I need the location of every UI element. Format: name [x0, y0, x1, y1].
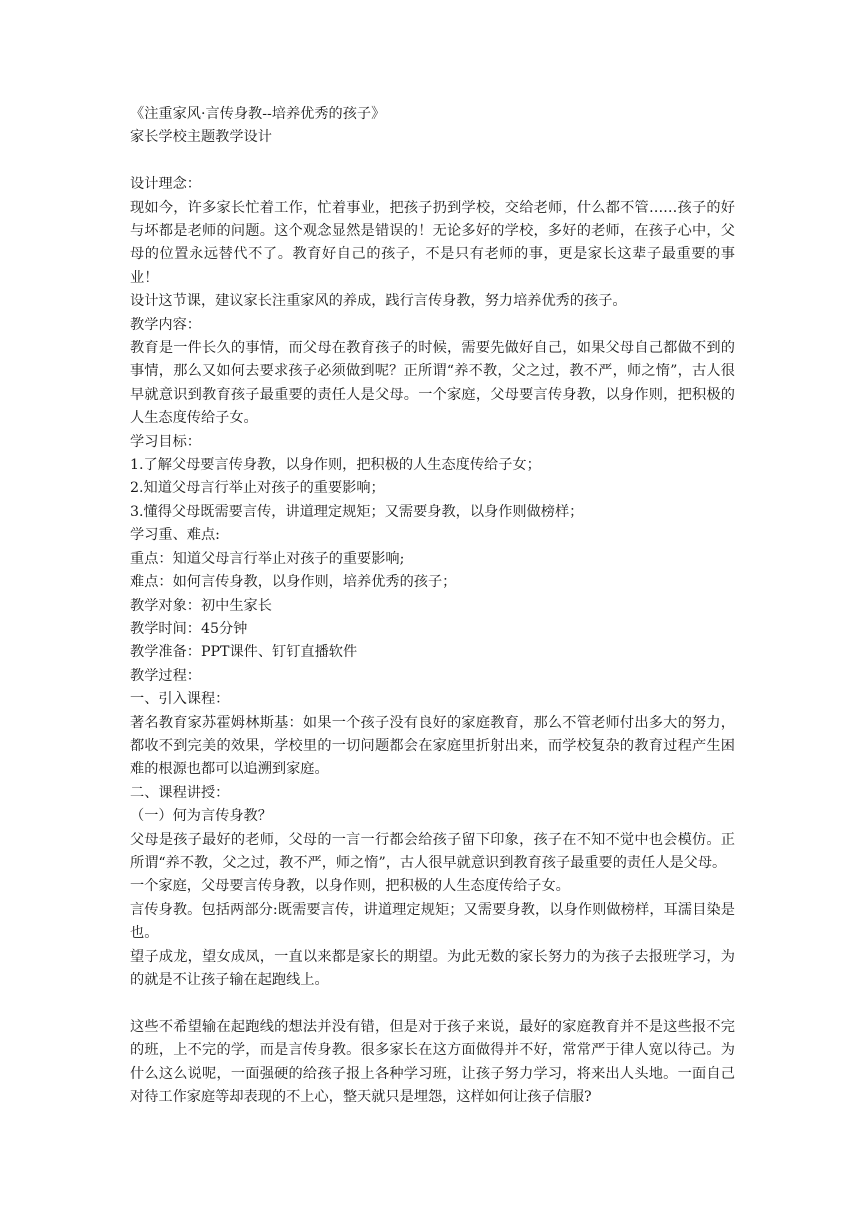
goals-heading: 学习目标： — [130, 433, 201, 450]
section-2-heading: 二、课程讲授： — [130, 784, 230, 801]
process-heading: 教学过程： — [130, 667, 201, 684]
section-2-paragraph-5: 这些不希望输在起跑线的想法并没有错，但是对于孩子来说，最好的家庭教育并不是这些报不完的班，上不完的学，而是言传身教。很多家长在这方面做得并不好，常常严于律人宽以待己。为什么这么说呢，一面强硬的给孩子报上各种学习班，让孩子努力学习，将来出人头地。一面自己对待工作家庭等却表现的不上心，整天就只是埋怨，这样如何让孩子信服? — [130, 1018, 735, 1106]
teaching-audience: 教学对象：初中生家长 — [130, 597, 272, 614]
blank-line — [130, 150, 735, 173]
content-paragraph: 教育是一件长久的事情，而父母在教育孩子的时候，需要先做好自己，如果父母自己都做不到的事情，那么又如何去要求孩子必须做到呢？正所谓“养不教，父之过，教不严，师之惰”，古人很早就意识到教育孩子最重要的责任人是父母。一个家庭，父母要言传身教，以身作则，把积极的人生态度传给子女。 — [130, 340, 735, 427]
section-2-paragraph-1: 父母是孩子最好的老师，父母的一言一行都会给孩子留下印象，孩子在不知不觉中也会模仿。正所谓“养不教，父之过，教不严，师之惰”，古人很早就意识到教育孩子最重要的责任人是父母。 — [130, 831, 735, 871]
teaching-duration: 教学时间：45分钟 — [130, 620, 248, 637]
concept-heading: 设计理念： — [130, 176, 201, 193]
concept-paragraph-2: 设计这节课，建议家长注重家风的养成，践行言传身教，努力培养优秀的孩子。 — [130, 293, 627, 310]
section-2-subheading: （一）何为言传身教？ — [130, 808, 272, 825]
key-point: 重点：知道父母言行举止对孩子的重要影响; — [130, 550, 405, 567]
section-2-paragraph-4: 望子成龙，望女成凤，一直以来都是家长的期望。为此无数的家长努力的为孩子去报班学习，为的就是不让孩子输在起跑线上。 — [130, 948, 735, 989]
section-2-paragraph-3: 言传身教。包括两部分:既需要言传，讲道理定规矩；又需要身教，以身作则做榜样，耳濡目染是也。 — [130, 901, 735, 942]
section-1-heading: 一、引入课程： — [130, 691, 230, 708]
key-points-heading: 学习重、难点: — [130, 527, 220, 544]
content-heading: 教学内容： — [130, 316, 201, 333]
document-title: 《注重家风·言传身教--培养优秀的孩子》 — [130, 106, 386, 122]
blank-line — [130, 992, 735, 1015]
teaching-preparation: 教学准备：PPT课件、钉钉直播软件 — [130, 644, 358, 661]
goal-item-3: 3.懂得父母既需要言传，讲道理定规矩；又需要身教，以身作则做榜样； — [130, 503, 584, 520]
section-2-paragraph-2: 一个家庭，父母要言传身教，以身作则，把积极的人生态度传给子女。 — [130, 878, 570, 895]
document-subtitle: 家长学校主题教学设计 — [130, 129, 272, 146]
goal-item-2: 2.知道父母言行举止对孩子的重要影响； — [130, 480, 385, 497]
document-page — [130, 103, 735, 1109]
concept-paragraph-1: 现如今，许多家长忙着工作，忙着事业，把孩子扔到学校，交给老师，什么都不管……孩子的好与坏都是老师的问题。这个观念显然是错误的！无论多好的学校，多好的老师，在孩子心中，父母的位置永远替代不了。教育好自己的孩子，不是只有老师的事，更是家长这辈子最重要的事业！ — [130, 199, 735, 286]
goal-item-1: 1.了解父母要言传身教，以身作则，把积极的人生态度传给子女； — [130, 457, 541, 474]
difficult-point: 难点：如何言传身教，以身作则，培养优秀的孩子； — [130, 574, 457, 591]
section-1-paragraph: 著名教育家苏霍姆林斯基：如果一个孩子没有良好的家庭教育，那么不管老师付出多大的努力，都收不到完美的效果，学校里的一切问题都会在家庭里折射出来，而学校复杂的教育过程产生困难的根源也都可以追溯到家庭。 — [130, 714, 735, 778]
